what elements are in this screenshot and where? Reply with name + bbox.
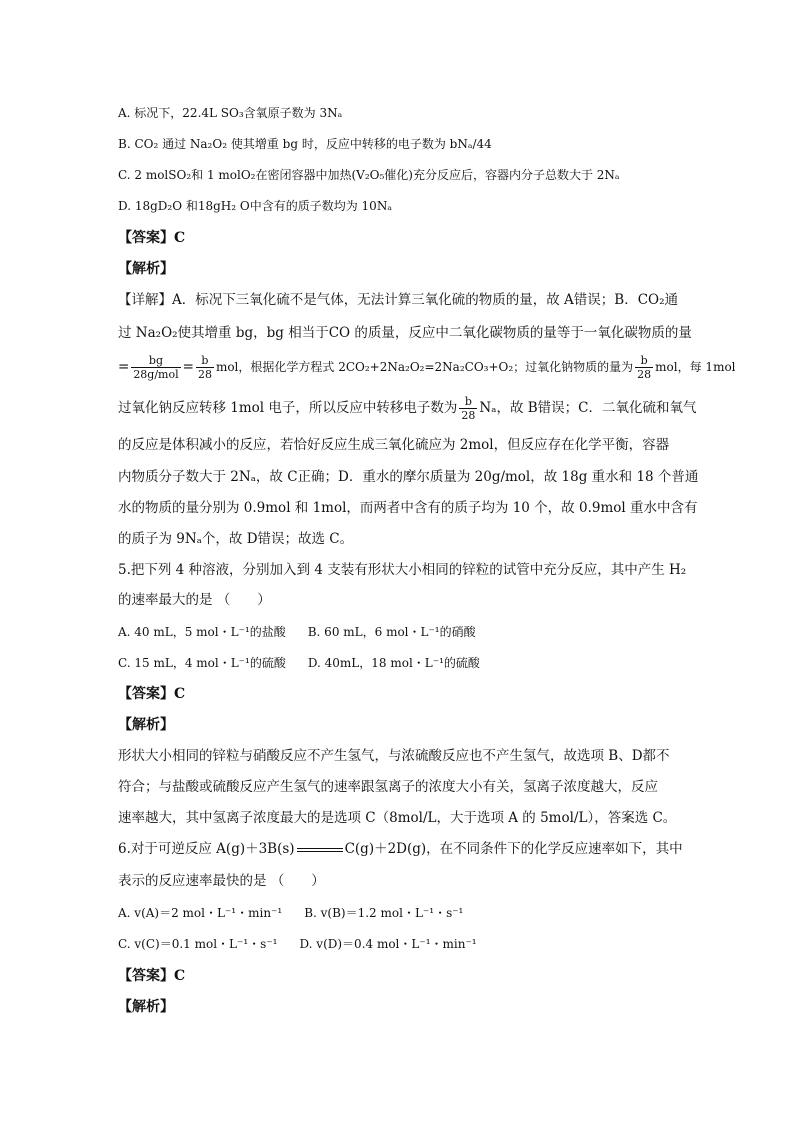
q5-option-c: C. 15 mL，4 mol・L⁻¹的硫酸 xyxy=(118,656,286,670)
q4-detail-line-1: 【详解】A．标况下三氧化硫不是气体，无法计算三氧化硫的物质的量，故 A错误；B．CO₂通 xyxy=(118,292,679,308)
fraction-bg-over-molar-mass xyxy=(131,354,180,381)
q6-option-a: A. v(A)＝2 mol・L⁻¹・min⁻¹ xyxy=(118,906,283,920)
q5-option-b: B. 60 mL，6 mol・L⁻¹的硝酸 xyxy=(307,625,476,639)
q6-stem-line-1 xyxy=(118,839,683,859)
text-segment: mol，每 1mol xyxy=(655,360,736,374)
fraction-b-over-28 xyxy=(459,395,477,422)
q5-options-row-2 xyxy=(118,653,480,673)
q4-option-b: B. CO₂ 通过 Na₂O₂ 使其增重 bg 时，反应中转移的电子数为 bNₐ/44 xyxy=(118,137,492,151)
q4-detail-line-7: 水的物质的量分别为 0.9mol 和 1mol，而两者中含有的质子均为 10 个，故 0.9mol 重水中含有 xyxy=(118,500,698,516)
fraction-b-over-28 xyxy=(635,354,653,381)
q4-detail-line-5: 的反应是体积减小的反应，若恰好反应生成三氧化硫应为 2mol，但反应存在化学平衡，容器 xyxy=(118,437,670,453)
fraction-numerator: b xyxy=(459,395,477,409)
q6-analysis-heading: 【解析】 xyxy=(118,999,174,1015)
text-segment: C(g)＋2D(g)，在不同条件下的化学反应速率如下，其中 xyxy=(344,841,683,857)
q5-analysis-heading: 【解析】 xyxy=(118,717,174,733)
q5-option-a: A. 40 mL，5 mol・L⁻¹的盐酸 xyxy=(118,625,286,639)
q5-stem-line-2: 的速率最大的是 （ ） xyxy=(118,592,271,608)
q4-option-a: A. 标况下，22.4L SO₃含氧原子数为 3Nₐ xyxy=(118,106,343,120)
fraction-denominator: 28 xyxy=(461,409,476,422)
text-segment: 6.对于可逆反应 A(g)＋3B(s) xyxy=(118,841,295,857)
fraction-b-over-28 xyxy=(196,354,214,381)
q6-options-row-1 xyxy=(118,903,463,923)
q6-options-row-2 xyxy=(118,934,477,954)
q6-option-b: B. v(B)＝1.2 mol・L⁻¹・s⁻¹ xyxy=(304,906,464,920)
text-segment: = xyxy=(118,359,130,375)
fraction-denominator: 28 xyxy=(637,368,652,381)
q4-detail-line-8: 的质子为 9Nₐ个，故 D错误；故选 C。 xyxy=(118,531,354,547)
q5-answer: 【答案】C xyxy=(118,686,186,702)
q4-detail-line-3 xyxy=(118,354,736,381)
q5-stem-line-1: 5.把下列 4 种溶液，分别加入到 4 支装有形状大小相同的锌粒的试管中充分反应，其中产生 H₂ xyxy=(118,562,687,578)
q5-explanation-line-1: 形状大小相同的锌粒与硝酸反应不产生氢气，与浓硫酸反应也不产生氢气，故选项 B、D都不 xyxy=(118,748,670,764)
q6-option-d: D. v(D)＝0.4 mol・L⁻¹・min⁻¹ xyxy=(299,937,477,951)
fraction-denominator: 28g/mol xyxy=(133,368,179,381)
q4-analysis-heading: 【解析】 xyxy=(118,261,174,277)
reversible-arrow-icon xyxy=(297,845,343,855)
q4-option-c: C. 2 molSO₂和 1 molO₂在密闭容器中加热(V₂O₅催化)充分反应后，容器内分子总数大于 2Nₐ xyxy=(118,168,620,182)
fraction-numerator: b xyxy=(635,354,653,368)
q4-answer: 【答案】C xyxy=(118,230,186,246)
text-segment: Nₐ，故 B错误；C．二氧化硫和氧气 xyxy=(479,400,697,416)
text-segment: mol，根据化学方程式 2CO₂+2Na₂O₂=2Na₂CO₃+O₂；过氧化钠物质的量为 xyxy=(215,360,634,374)
q6-option-c: C. v(C)＝0.1 mol・L⁻¹・s⁻¹ xyxy=(118,937,278,951)
fraction-numerator: bg xyxy=(131,354,180,368)
fraction-denominator: 28 xyxy=(197,368,212,381)
q5-explanation-line-3: 速率越大，其中氢离子浓度最大的是选项 C（8mol/L，大于选项 A 的 5mol/L），答案选 C。 xyxy=(118,810,677,826)
q5-option-d: D. 40mL，18 mol・L⁻¹的硫酸 xyxy=(307,656,480,670)
q4-detail-line-4 xyxy=(118,395,696,422)
text-segment: 过氧化钠反应转移 1mol 电子，所以反应中转移电子数为 xyxy=(118,400,458,416)
q6-answer: 【答案】C xyxy=(118,968,186,984)
q4-option-d: D. 18gD₂O 和18gH₂ O中含有的质子数均为 10Nₐ xyxy=(118,199,392,213)
q6-stem-line-2: 表示的反应速率最快的是 （ ） xyxy=(118,873,325,889)
fraction-numerator: b xyxy=(196,354,214,368)
q5-explanation-line-2: 符合；与盐酸或硫酸反应产生氢气的速率跟氢离子的浓度大小有关，氢离子浓度越大，反应 xyxy=(118,779,658,795)
q4-detail-line-2: 过 Na₂O₂使其增重 bg，bg 相当于CO 的质量，反应中二氧化碳物质的量等于一氧化碳物质的量 xyxy=(118,325,692,341)
q4-detail-line-6: 内物质分子数大于 2Nₐ，故 C正确；D．重水的摩尔质量为 20g/mol，故 18g 重水和 18 个普通 xyxy=(118,469,699,485)
q5-options-row-1 xyxy=(118,622,476,642)
text-segment: = xyxy=(182,359,194,375)
